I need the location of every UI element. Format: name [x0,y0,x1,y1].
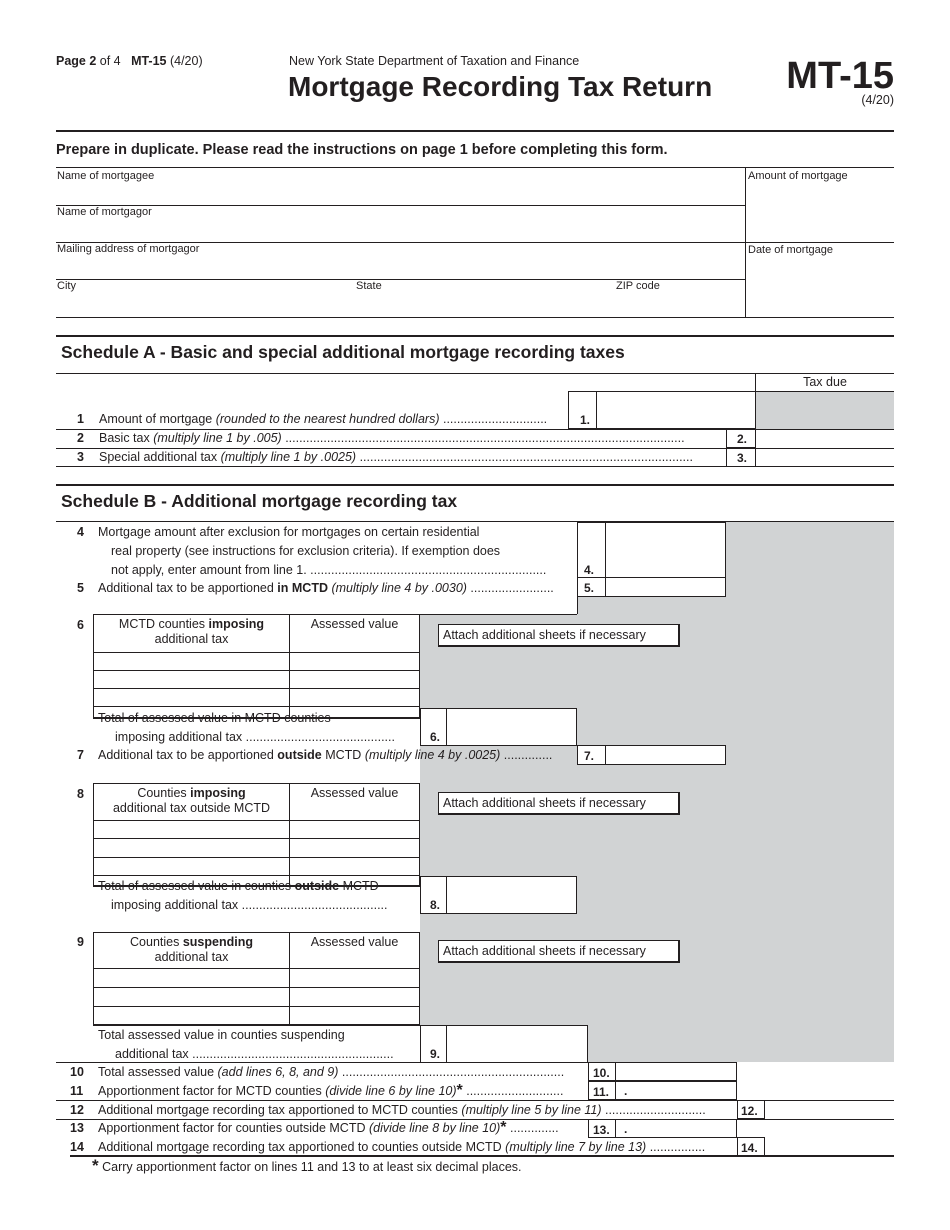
line-5-number: 5 [77,581,84,595]
line-12-number: 12 [70,1103,84,1117]
leader-dots: ................................................................................................................... [281,431,685,445]
table-bottom-rule [93,1024,420,1026]
mortgagor-label: Name of mortgagor [57,206,152,218]
header-rule [56,130,894,132]
line-10-text [98,1065,564,1079]
line-4-text-2: real property (see instructions for exclusion criteria). If exemption does [111,544,501,558]
header-text: Counties [137,786,191,800]
mortgagee-field[interactable] [56,184,745,205]
line-13-box-label: 13. [593,1123,610,1137]
line-2-box-label: 2. [737,432,748,446]
table-row[interactable] [94,988,289,1006]
line-2-label: Basic tax [99,431,154,445]
line-3-tax-field[interactable] [756,449,894,467]
line-12-label: Additional mortgage recording tax apportioned to MCTD counties [98,1103,462,1117]
line-11-number: 11 [70,1084,84,1098]
line-10-amount-field[interactable] [615,1062,737,1081]
shaded-region-right [726,522,894,1062]
line-7-amount-field[interactable] [605,745,726,765]
line-11-factor-field[interactable] [615,1081,737,1100]
line-2-tax-field[interactable] [756,430,894,448]
mortgagee-label: Name of mortgagee [57,170,155,182]
line-9-total-text-2: additional tax .......................................................... [115,1047,394,1061]
schedule-a-header-rule [56,373,894,374]
line-1-note: (rounded to the nearest hundred dollars) [215,412,440,426]
line-2-note: (multiply line 1 by .005) [153,431,282,445]
table-row[interactable] [94,671,289,688]
line-1-text [99,412,547,426]
table-row[interactable] [290,821,419,838]
form-title: Mortgage Recording Tax Return [288,71,713,102]
line-3-text [99,450,693,464]
line-12-text [98,1103,706,1117]
line-14-text [98,1140,705,1154]
table-row[interactable] [290,839,419,856]
line-6-total-text-1: Total of assessed value in MCTD counties [98,711,331,725]
line-8-box-label: 8. [430,898,441,912]
line-12-note: (multiply line 5 by line 11) [461,1103,602,1117]
tax-due-header: Tax due [803,375,847,389]
footnote [92,1156,522,1176]
line-13-number: 13 [70,1121,84,1135]
line-1-label: Amount of mortgage [99,412,216,426]
line-3-number: 3 [77,450,84,464]
shaded-spacer [587,1025,727,1063]
leader-dots: ............................ [462,1084,564,1098]
counties-imposing-header [94,786,289,816]
leader-dots: ........................ [466,581,554,595]
line-3-label: Special additional tax [99,450,221,464]
date-of-mortgage-label: Date of mortgage [748,244,833,256]
line-14-note: (multiply line 7 by line 13) [505,1140,647,1154]
line-10-number: 10 [70,1065,84,1079]
line-5-box-label: 5. [584,581,595,595]
table-row[interactable] [94,969,289,987]
line-7-emphasis: outside [277,748,322,762]
line-2-number: 2 [77,431,84,445]
leader-dots: ................................................................................................ [356,450,693,464]
divider [56,205,745,206]
header-emphasis: imposing [190,786,246,800]
attach-sheets-note: Attach additional sheets if necessary [438,624,680,647]
assessed-value-header: Assessed value [310,935,399,949]
divider [420,614,577,615]
table-row[interactable] [290,689,419,706]
line-11-label: Apportionment factor for MCTD counties [98,1084,326,1098]
table-row[interactable] [290,653,419,670]
attach-sheets-note: Attach additional sheets if necessary [438,940,680,963]
line-8-number: 8 [77,787,84,801]
line-14-label: Additional mortgage recording tax apportioned to counties outside MCTD [98,1140,506,1154]
amount-of-mortgage-field[interactable] [746,184,894,241]
line-10-box-label: 10. [593,1066,610,1080]
address-label: Mailing address of mortgagor [57,243,200,255]
line-8-total-text-1 [98,879,379,893]
schedule-b-rule [56,484,894,486]
leader-dots: .............. [500,748,553,762]
line-10-label: Total assessed value [98,1065,218,1079]
leader-dots: ................................................................ [338,1065,565,1079]
line-13-factor-field[interactable] [615,1119,737,1138]
line-6-box-label: 6. [430,730,441,744]
line-12-box-label: 12. [741,1104,758,1118]
line-6-amount-field[interactable] [446,708,577,746]
schedule-b-title: Schedule B - Additional mortgage recording tax [61,491,458,511]
line-5-text [98,581,554,595]
divider [420,745,577,746]
line-4-number: 4 [77,525,84,539]
leader-dots: ............................. [601,1103,706,1117]
schedule-a-rule [56,335,894,337]
schedule-a-title: Schedule A - Basic and special additional mortgage recording taxes [61,342,625,362]
header-text: additional tax [154,950,229,964]
line-10-note: (add lines 6, 8, and 9) [217,1065,339,1079]
line-9-box-label: 9. [430,1047,441,1061]
table-row-divider [93,706,420,707]
line-1-box-label: 1. [580,413,591,427]
address-field[interactable] [56,257,745,278]
line-13-text [98,1121,559,1135]
state-label: State [356,280,382,292]
line-5-note: (multiply line 4 by .0030) [327,581,467,595]
table-row[interactable] [290,988,419,1006]
line-13-decimal-point: . [624,1122,628,1136]
attach-sheets-note: Attach additional sheets if necessary [438,792,680,815]
table-row[interactable] [94,653,289,670]
line-8-total-emphasis: outside [294,879,340,893]
divider [56,1119,894,1120]
line-4-text-3: not apply, enter amount from line 1. .................................................................... [111,563,547,577]
header-emphasis: imposing [208,617,265,631]
line-5-amount-field[interactable] [605,577,726,597]
shaded-region-center [420,614,726,1062]
line-14-amount-field[interactable] [765,1138,894,1155]
counties-suspending-header [94,935,289,965]
line-9-total-text-1: Total assessed value in counties suspending [98,1028,345,1042]
table-row[interactable] [290,858,419,875]
line-3-note: (multiply line 1 by .0025) [220,450,357,464]
zip-label: ZIP code [616,280,660,292]
shaded-region-mid [577,597,726,614]
line-7-label: Additional tax to be apportioned [98,748,278,762]
line-14-number: 14 [70,1140,84,1154]
line-7-box-label: 7. [584,749,595,763]
line-8-total-label-2: MCTD [339,879,379,893]
line-6-number: 6 [77,618,84,632]
line-1-amount-field[interactable] [596,391,756,429]
state-field[interactable] [355,294,615,316]
header-emphasis: suspending [182,935,253,949]
table-row[interactable] [94,858,289,875]
asterisk: * [500,1119,507,1136]
line-9-amount-field[interactable] [446,1025,588,1063]
line-13-label: Apportionment factor for counties outside MCTD [98,1121,369,1135]
asterisk: * [456,1082,463,1099]
header-text: Counties [130,935,183,949]
line-4-text-1: Mortgage amount after exclusion for mortgages on certain residential [98,525,480,539]
fields-bottom-rule [56,317,894,318]
city-label: City [57,280,76,292]
line-11-note: (divide line 6 by line 10) [325,1084,457,1098]
line-2-text [99,431,685,445]
table-row[interactable] [94,1007,289,1024]
divider [577,597,578,614]
line-8-total-label: Total of assessed value in counties [98,879,295,893]
page-label: Page [56,54,90,68]
line-5-label: Additional tax to be apportioned [98,581,278,595]
header-text: MCTD counties [118,617,209,631]
city-field[interactable] [56,294,354,316]
page-indicator [56,54,203,68]
form-revision-large: (4/20) [861,93,894,107]
line-11-decimal-point: . [624,1084,628,1098]
table-row[interactable] [290,671,419,688]
line-4-box-label: 4. [584,563,595,577]
divider [56,466,894,467]
table-row[interactable] [94,689,289,706]
form-revision-small: (4/20) [166,54,203,68]
department-name: New York State Department of Taxation and Finance [289,54,580,68]
line-14-box-label: 14. [741,1141,758,1155]
leader-dots: .............. [506,1121,559,1135]
line-7-text [98,748,552,762]
page-number: 2 [89,54,97,68]
line-13-note: (divide line 8 by line 10) [368,1121,501,1135]
intro-rule [56,167,894,168]
line-5-emphasis: in MCTD [277,581,328,595]
header-text: additional tax outside MCTD [112,801,271,815]
leader-dots: ................ [646,1140,706,1154]
line-3-box-label: 3. [737,451,748,465]
mctd-counties-header [94,617,289,647]
assessed-value-header: Assessed value [310,786,399,800]
tax-due-shaded [756,391,894,429]
line-12-amount-field[interactable] [765,1101,894,1119]
page-total: of 4 [96,54,121,68]
intro-instructions: Prepare in duplicate. Please read the instructions on page 1 before completing this form. [56,142,668,158]
table-row[interactable] [94,821,289,838]
line-7-number: 7 [77,748,84,762]
line-7-note: (multiply line 4 by .0025) [364,748,501,762]
date-of-mortgage-field[interactable] [746,258,894,316]
assessed-value-header: Assessed value [310,617,399,631]
line-8-total-text-2: imposing additional tax .......................................... [111,898,388,912]
form-code-small: MT-15 [131,54,167,68]
footnote-text: Carry apportionment factor on lines 11 and 13 to at least six decimal places. [98,1160,522,1174]
line-11-text [98,1084,563,1098]
table-row-divider [93,875,420,876]
line-8-amount-field[interactable] [446,876,577,914]
table-row[interactable] [94,839,289,856]
line-4-amount-field[interactable] [605,522,726,578]
line-7-label-2: MCTD [321,748,365,762]
leader-dots: .............................. [439,412,548,426]
mortgagor-field[interactable] [56,220,745,241]
line-11-box-label: 11. [593,1085,610,1099]
footnote-asterisk: * [92,1156,99,1175]
table-row[interactable] [290,969,419,987]
header-text: additional tax [154,632,229,646]
table-row[interactable] [290,1007,419,1024]
line-6-total-text-2: imposing additional tax ........................................... [115,730,395,744]
line-1-number: 1 [77,412,84,426]
line-9-number: 9 [77,935,84,949]
zip-field[interactable] [615,294,744,316]
amount-of-mortgage-label: Amount of mortgage [748,170,848,182]
form-code-large: MT-15 [786,55,894,97]
